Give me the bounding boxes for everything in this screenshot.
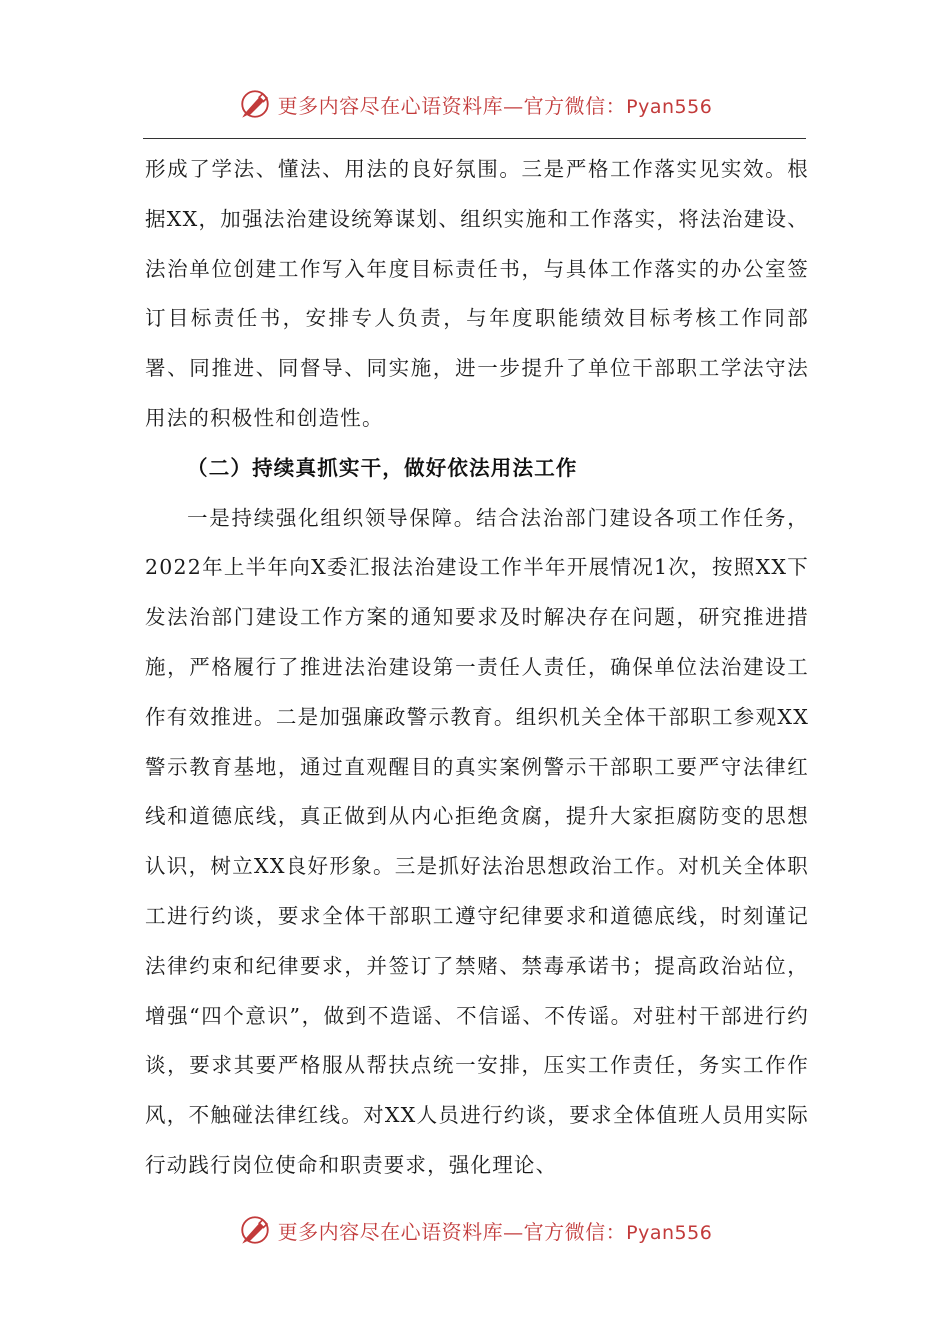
- section-heading: （二）持续真抓实干，做好依法用法工作: [187, 455, 578, 480]
- paragraph-section-2: 一是持续强化组织领导保障。结合法治部门建设各项工作任务，2022年上半年向X委汇报法治建设工作半年开展情况1次，按照XX下发法治部门建设工作方案的通知要求及时解决存在问题，研究推进措施，严格履行了推进法治建设第一责任人责任，确保单位法治建设工作有效推进。二是加强廉政警示教育。组织机关全体干部职工参观XX警示教育基地，通过直观醒目的真实案例警示干部职工要严守法律红线和道德底线，真正做到从内心拒绝贪腐，提升大家拒腐防变的思想认识，树立XX良好形象。三是抓好法治思想政治工作。对机关全体职工进行约谈，要求全体干部职工遵守纪律要求和道德底线，时刻谨记法律约束和纪律要求，并签订了禁赌、禁毒承诺书；提高政治站位，增强“四个意识”，做到不造谣、不信谣、不传谣。对驻村干部进行约谈，要求其要严格服从帮扶点统一安排，压实工作责任，务实工作作风，不触碰法律红线。对XX人员进行约谈，要求全体值班人员用实际行动践行岗位使命和职责要求，强化理论、: [145, 505, 809, 1177]
- header-watermark-text: 更多内容尽在心语资料库—官方微信：Pyan556: [277, 93, 713, 118]
- header-watermark-handle: Pyan556: [626, 95, 713, 118]
- header-divider: [143, 138, 806, 139]
- pen-nib-logo-icon: [238, 87, 272, 121]
- footer-watermark-handle: Pyan556: [626, 1221, 713, 1244]
- document-body: [145, 145, 809, 1191]
- header-watermark: [0, 84, 950, 124]
- paragraph-continuation: 形成了学法、懂法、用法的良好氛围。三是严格工作落实见实效。根据XX，加强法治建设统筹谋划、组织实施和工作落实，将法治建设、法治单位创建工作写入年度目标责任书，与具体工作落实的办公室签订目标责任书，安排专人负责，与年度职能绩效目标考核工作同部署、同推进、同督导、同实施，进一步提升了单位干部职工学法守法用法的积极性和创造性。: [145, 157, 809, 430]
- footer-watermark: [0, 1210, 950, 1250]
- pen-nib-logo-icon: [238, 1213, 272, 1247]
- footer-watermark-text: 更多内容尽在心语资料库—官方微信：Pyan556: [277, 1219, 713, 1244]
